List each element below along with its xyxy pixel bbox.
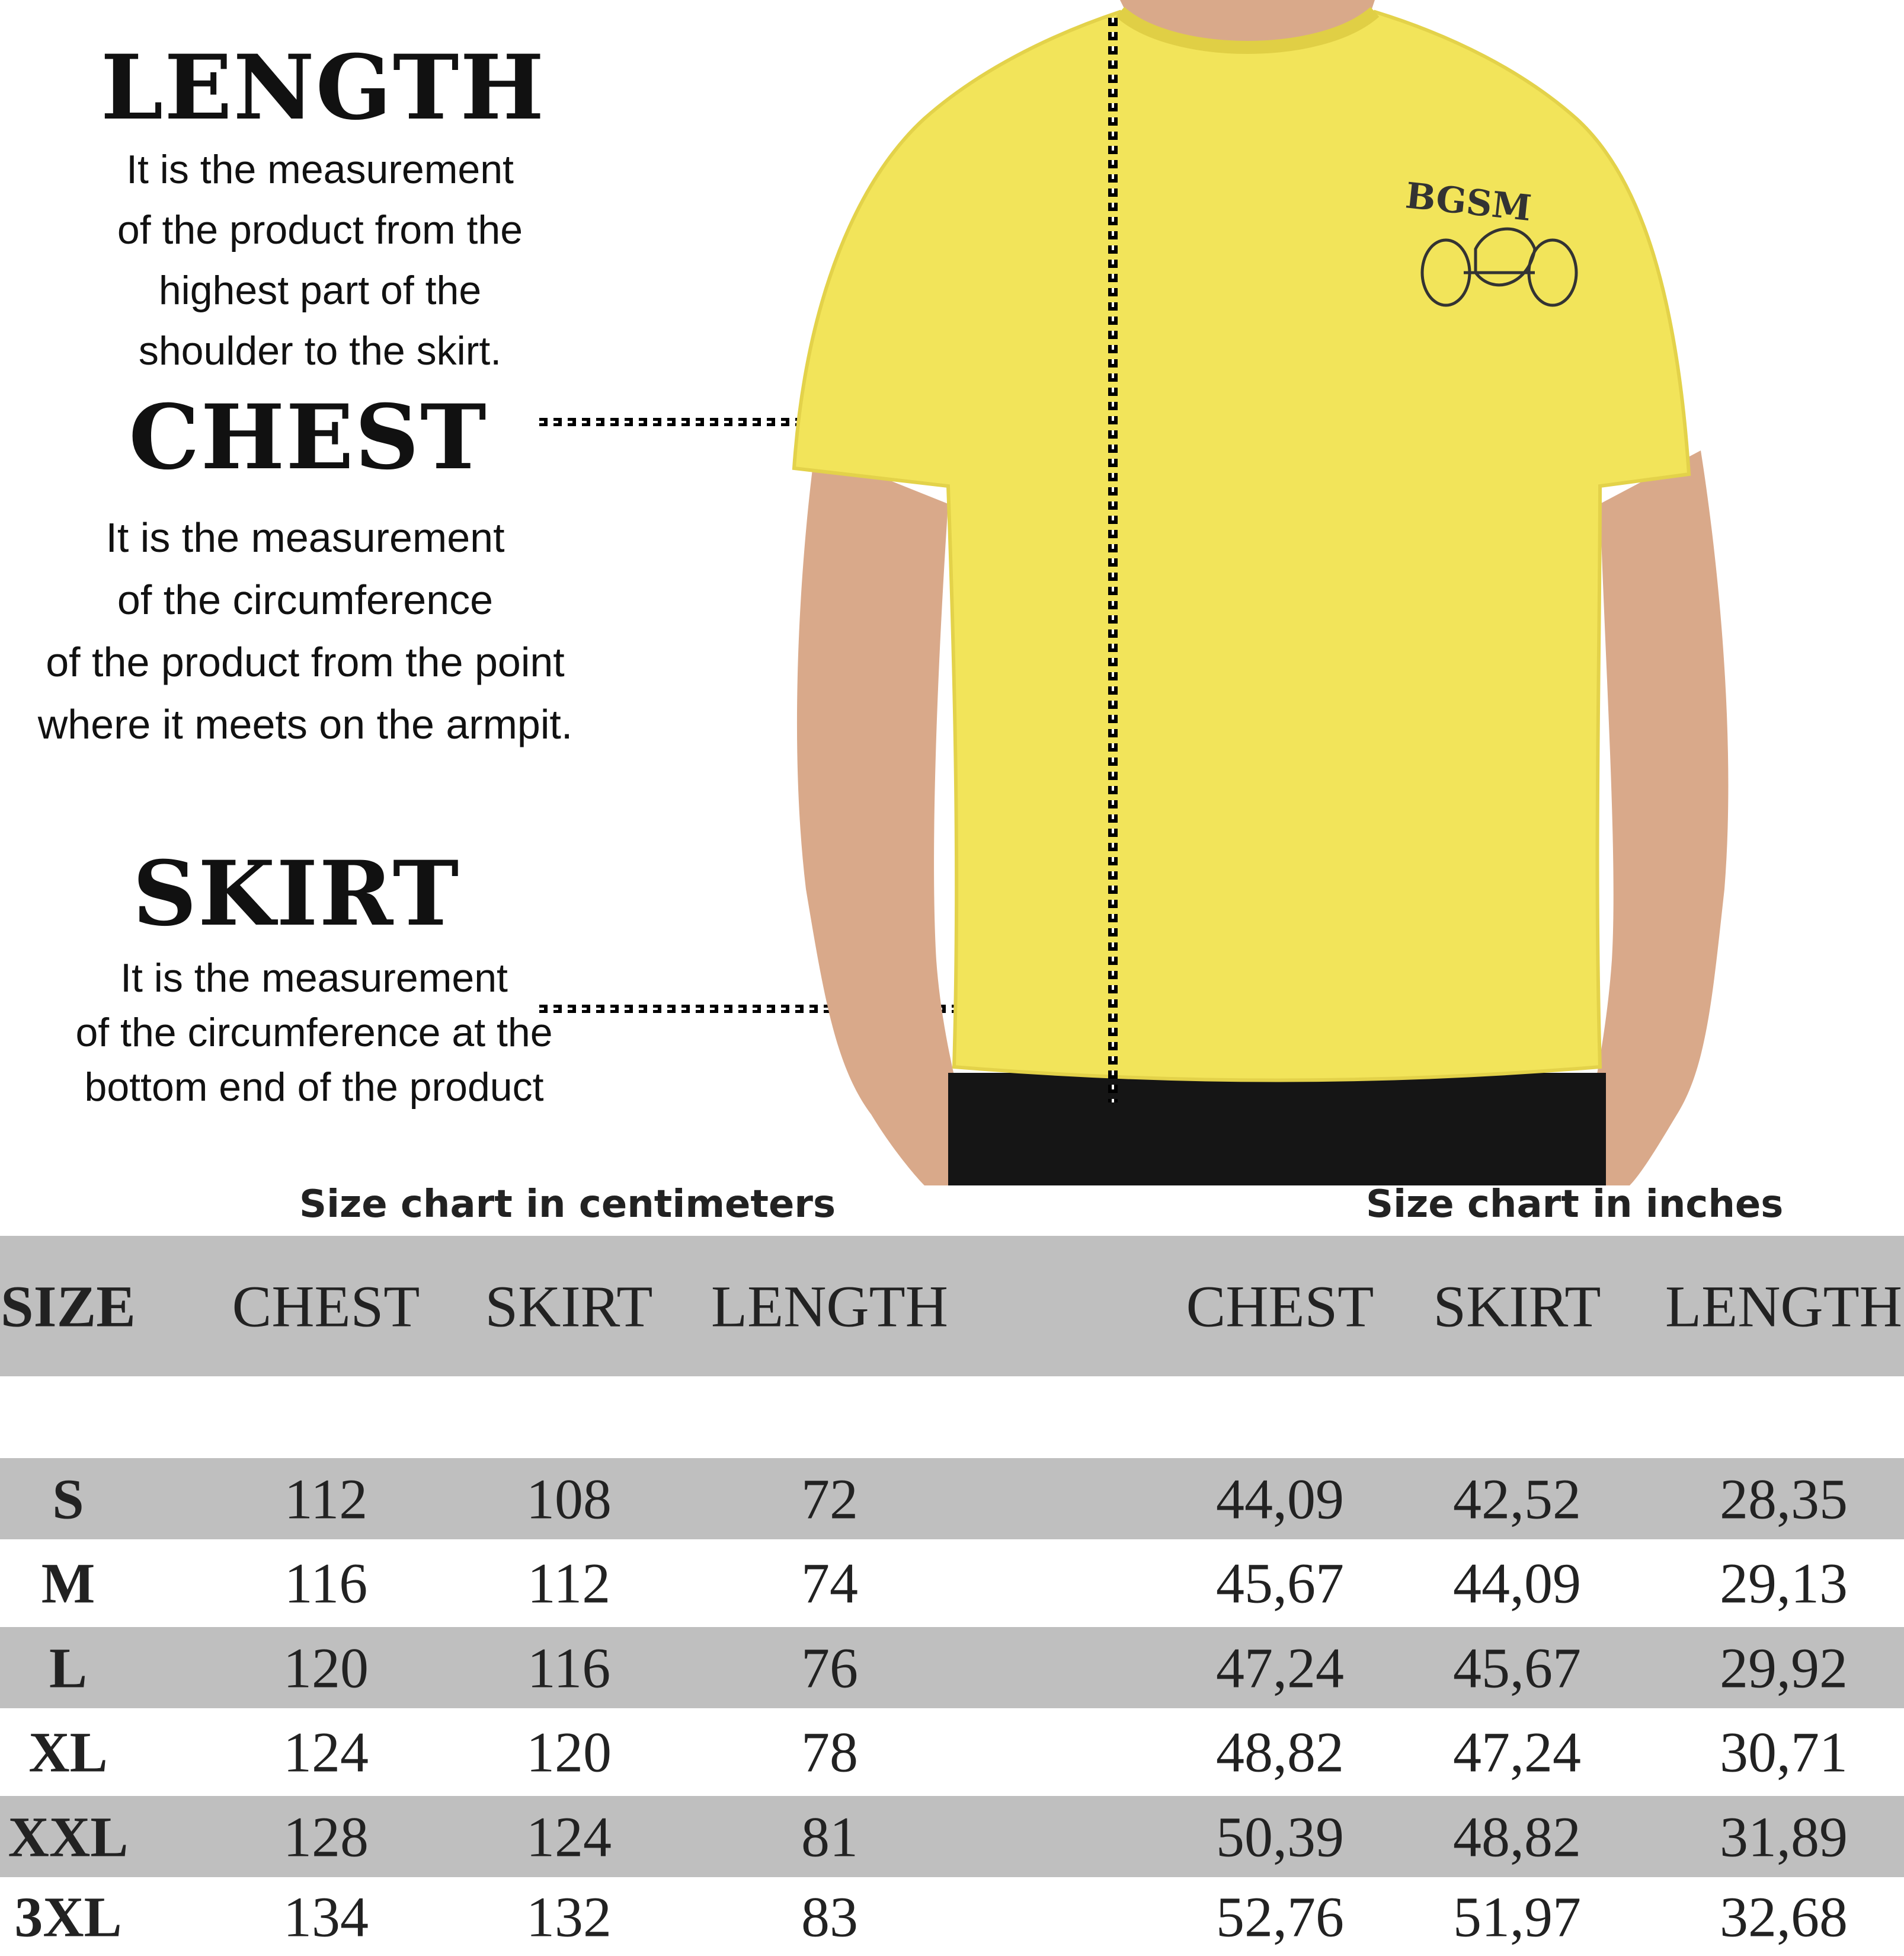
header-cm-skirt: SKIRT — [485, 1273, 653, 1339]
row-inch-skirt: 47,24 — [1453, 1720, 1581, 1784]
chest-title: CHEST — [129, 385, 488, 490]
row-inch-chest: 45,67 — [1216, 1551, 1344, 1615]
row-size: XL — [28, 1720, 108, 1784]
length-line-3: highest part of the — [158, 268, 482, 313]
chest-line-4: where it meets on the armpit. — [37, 701, 573, 747]
logo-text: BGSM — [1403, 175, 1534, 230]
skirt-line-3: bottom end of the product — [84, 1064, 544, 1110]
table-row — [0, 1627, 1904, 1708]
row-cm-chest: 120 — [283, 1636, 369, 1699]
table-row — [0, 1796, 1904, 1877]
caption-centimeters: Size chart in centimeters — [299, 1182, 836, 1226]
row-cm-length: 81 — [801, 1805, 858, 1868]
table-row — [0, 1458, 1904, 1539]
row-inch-chest: 44,09 — [1216, 1467, 1344, 1530]
table-row — [0, 1708, 1904, 1796]
row-size: L — [49, 1636, 88, 1699]
row-inch-length: 32,68 — [1720, 1885, 1848, 1948]
row-cm-length: 83 — [801, 1885, 858, 1948]
length-line-4: shoulder to the skirt. — [138, 328, 502, 373]
skirt-title: SKIRT — [132, 842, 460, 946]
row-size: 3XL — [14, 1885, 122, 1948]
tshirt-photo — [788, 0, 1904, 1185]
header-inch-chest: CHEST — [1186, 1273, 1374, 1339]
header-cm-chest: CHEST — [232, 1273, 420, 1339]
row-inch-skirt: 48,82 — [1453, 1805, 1581, 1868]
row-inch-skirt: 45,67 — [1453, 1636, 1581, 1699]
row-cm-skirt: 132 — [526, 1885, 612, 1948]
header-cm-length: LENGTH — [711, 1273, 948, 1339]
row-cm-length: 74 — [801, 1551, 858, 1615]
length-line-2: of the product from the — [117, 207, 523, 253]
pants — [948, 1073, 1606, 1185]
caption-inches: Size chart in inches — [1366, 1182, 1784, 1226]
length-line-1: It is the measurement — [126, 147, 514, 192]
table-row — [0, 1877, 1904, 1956]
row-inch-skirt: 44,09 — [1453, 1551, 1581, 1615]
row-inch-chest: 47,24 — [1216, 1636, 1344, 1699]
row-inch-length: 31,89 — [1720, 1805, 1848, 1868]
row-cm-length: 78 — [801, 1720, 858, 1784]
row-inch-chest: 52,76 — [1216, 1885, 1344, 1948]
row-inch-skirt: 51,97 — [1453, 1885, 1581, 1948]
row-inch-length: 29,92 — [1720, 1636, 1848, 1699]
row-cm-skirt: 108 — [526, 1467, 612, 1530]
row-inch-length: 30,71 — [1720, 1720, 1848, 1784]
row-cm-chest: 134 — [283, 1885, 369, 1948]
row-size: M — [41, 1551, 95, 1615]
skirt-line-2: of the circumference at the — [75, 1009, 553, 1055]
chest-line-3: of the product from the point — [46, 639, 565, 685]
row-size: S — [52, 1467, 84, 1530]
table-header — [0, 1236, 1904, 1376]
row-inch-skirt: 42,52 — [1453, 1467, 1581, 1530]
table-row — [0, 1539, 1904, 1627]
row-cm-chest: 116 — [284, 1551, 368, 1615]
row-cm-skirt: 112 — [527, 1551, 611, 1615]
chest-line-2: of the circumference — [117, 577, 494, 623]
row-cm-skirt: 116 — [527, 1636, 611, 1699]
row-cm-chest: 112 — [284, 1467, 368, 1530]
row-cm-skirt: 124 — [526, 1805, 612, 1868]
skirt-line-1: It is the measurement — [120, 955, 508, 1001]
row-cm-chest: 128 — [283, 1805, 369, 1868]
chest-line-1: It is the measurement — [105, 514, 505, 561]
row-cm-length: 76 — [801, 1636, 858, 1699]
row-inch-length: 28,35 — [1720, 1467, 1848, 1530]
header-inch-skirt: SKIRT — [1433, 1273, 1601, 1339]
row-cm-chest: 124 — [283, 1720, 369, 1784]
row-inch-chest: 50,39 — [1216, 1805, 1344, 1868]
row-inch-length: 29,13 — [1720, 1551, 1848, 1615]
length-title: LENGTH — [100, 36, 546, 140]
row-size: XXL — [8, 1805, 129, 1868]
row-cm-length: 72 — [801, 1467, 858, 1530]
header-inch-length: LENGTH — [1665, 1273, 1902, 1339]
header-size: SIZE — [1, 1273, 136, 1339]
row-inch-chest: 48,82 — [1216, 1720, 1344, 1784]
row-cm-skirt: 120 — [526, 1720, 612, 1784]
